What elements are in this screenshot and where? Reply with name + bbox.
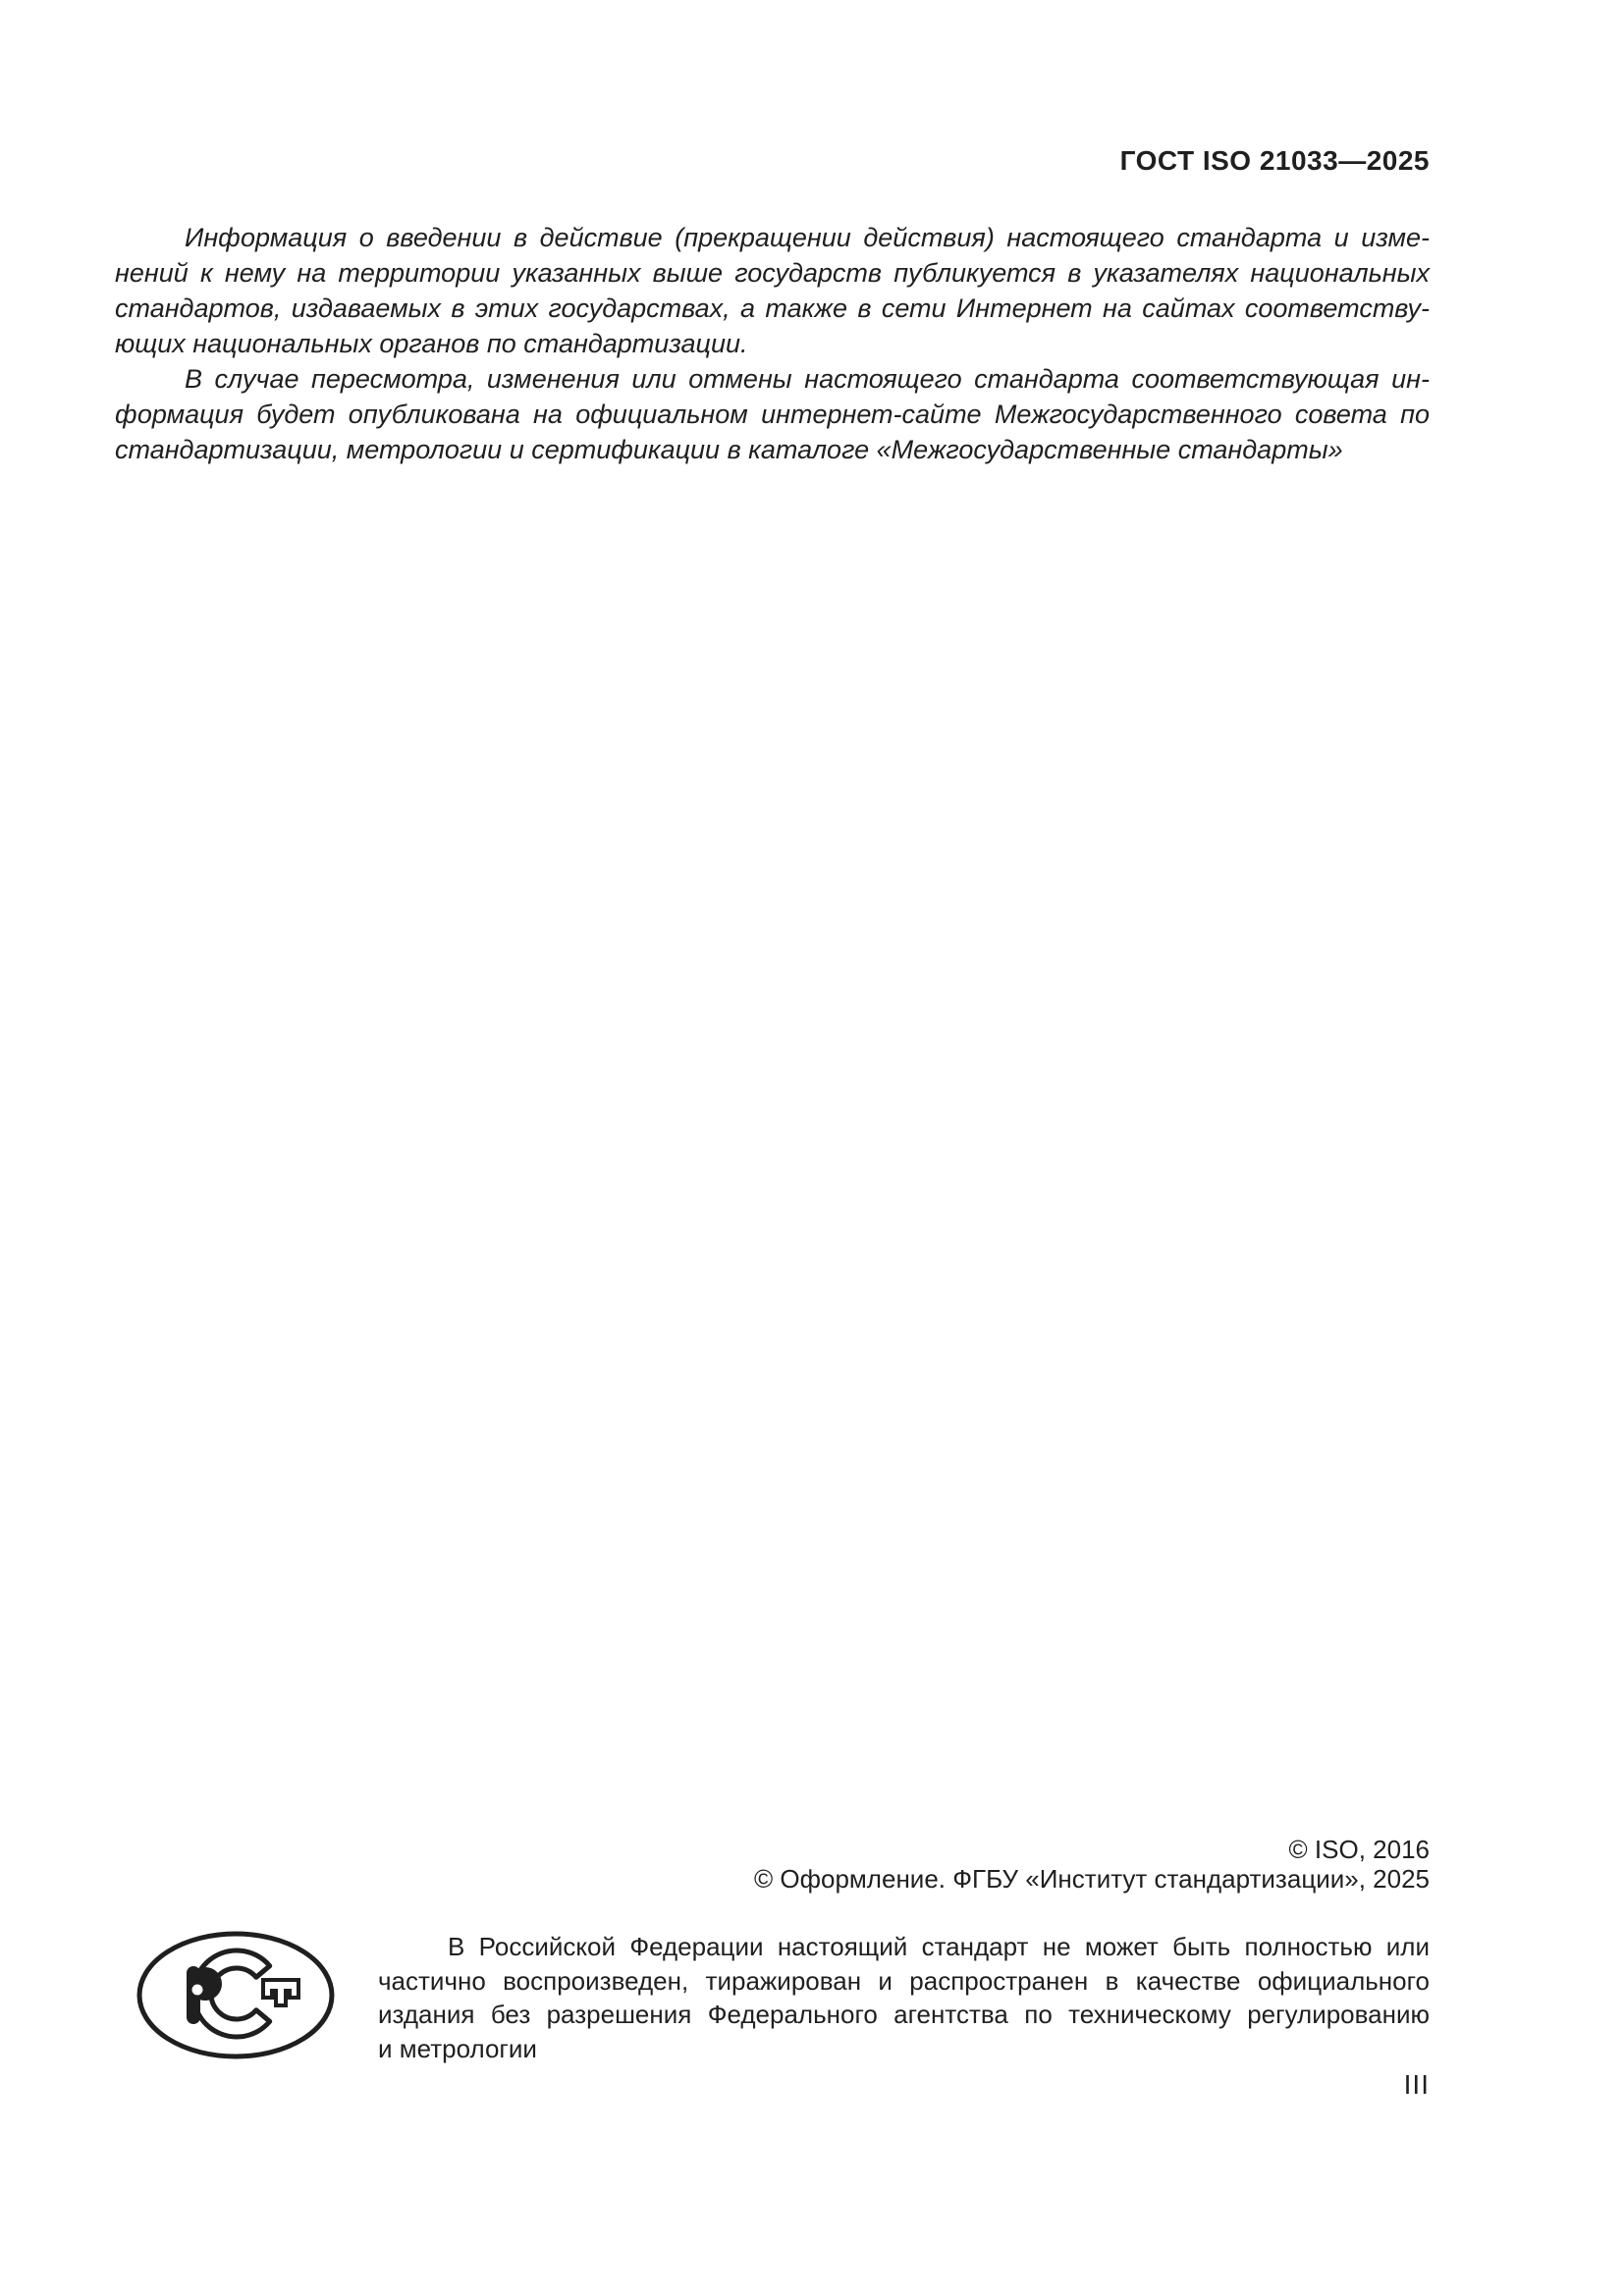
- page-number: III: [1403, 2069, 1430, 2100]
- paragraph-line: издания без разрешения Федерального агентства по техническому регулированию: [378, 2000, 1430, 2029]
- paragraph-line: стандартизации, метрологии и сертификации в каталоге «Межгосударственные стандарты»: [115, 435, 1343, 464]
- copyright-design-line: © Оформление. ФГБУ «Институт стандартизации», 2025: [754, 1864, 1430, 1894]
- paragraph-line: В случае пересмотра, изменения или отмены настоящего стандарта соответствующая ин-: [185, 364, 1430, 394]
- rst-certification-mark-icon: [135, 1929, 337, 2061]
- copyright-block: [115, 1835, 1430, 1894]
- paragraph-line: частично воспроизведен, тиражирован и распространен в качестве официального: [378, 1965, 1430, 1996]
- paragraph-line: стандартов, издаваемых в этих государствах, а также в сети Интернет на сайтах соответству-: [115, 294, 1430, 323]
- document-code-header: ГОСТ ISO 21033—2025: [1119, 145, 1430, 176]
- paragraph-line: и метрологии: [378, 2033, 537, 2063]
- paragraph-line: Информация о введении в действие (прекращении действия) настоящего стандарта и изме-: [185, 223, 1430, 252]
- paragraph-line: формация будет опубликована на официальном интернет-сайте Межгосударственного совета по: [115, 400, 1430, 429]
- intro-paragraph-2: [115, 361, 1430, 467]
- intro-paragraph-1: [115, 220, 1430, 361]
- paragraph-line: В Российской Федерации настоящий стандарт не может быть полностью или: [448, 1932, 1430, 1961]
- paragraph-line: ющих национальных органов по стандартизации.: [115, 329, 748, 358]
- intro-text-block: [115, 220, 1430, 467]
- paragraph-line: нений к нему на территории указанных выше государств публикуется в указателях национальных: [115, 258, 1430, 288]
- reproduction-restriction-block: [378, 1930, 1430, 2065]
- copyright-iso-line: © ISO, 2016: [1288, 1835, 1430, 1864]
